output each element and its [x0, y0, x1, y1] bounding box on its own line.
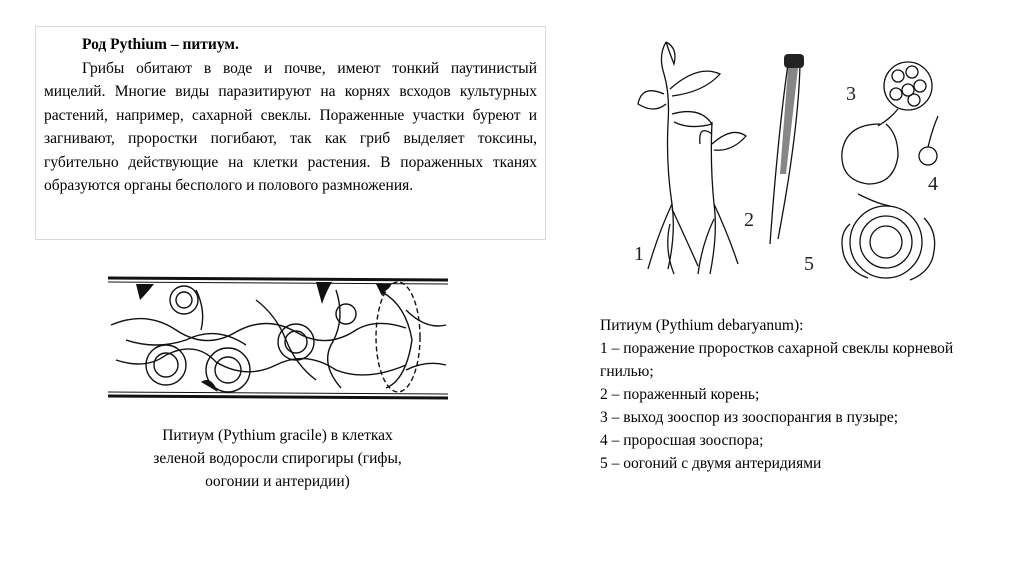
figure-label-1: 1	[634, 243, 644, 265]
figure-label-4: 4	[928, 173, 938, 195]
pythium-gracile-illustration	[106, 270, 451, 405]
figure-label-5: 5	[804, 253, 814, 275]
figure-label-2: 2	[744, 209, 754, 231]
description-textbox	[35, 26, 546, 240]
genus-heading: Род Pythium – питиум.	[82, 36, 239, 53]
legend-item-2: 2 – пораженный корень;	[600, 386, 760, 403]
figure-right-caption-title: Питиум (Pythium debaryanum):	[600, 317, 804, 334]
genus-description: Грибы обитают в воде и почве, имеют тонкий паутинистый мицелий. Многие виды паразитируют на корнях всходов культурных растений, например, сахарной свеклы. Пораженные участки буреют и загнивают, проростки погибают, так как гриб выделяет токсины, губительно действующие на клетки растения. В пораженных тканях образуются органы бесполого и полового размножения.	[44, 59, 537, 194]
figure-right-caption	[600, 314, 1010, 475]
legend-item-3: 3 – выход зооспор из зооспорангия в пузыре;	[600, 409, 899, 426]
pythium-debaryanum-illustration	[628, 34, 958, 284]
figure-left-caption: Питиум (Pythium gracile) в клетках зеленой водоросли спирогиры (гифы, оогонии и антеридии)	[153, 427, 402, 490]
legend-item-5: 5 – оогоний с двумя антеридиями	[600, 455, 822, 472]
legend-item-1: 1 – поражение проростков сахарной свеклы корневой гнилью;	[600, 340, 954, 380]
legend-item-4: 4 – проросшая зооспора;	[600, 432, 764, 449]
figure-label-3: 3	[846, 83, 856, 105]
